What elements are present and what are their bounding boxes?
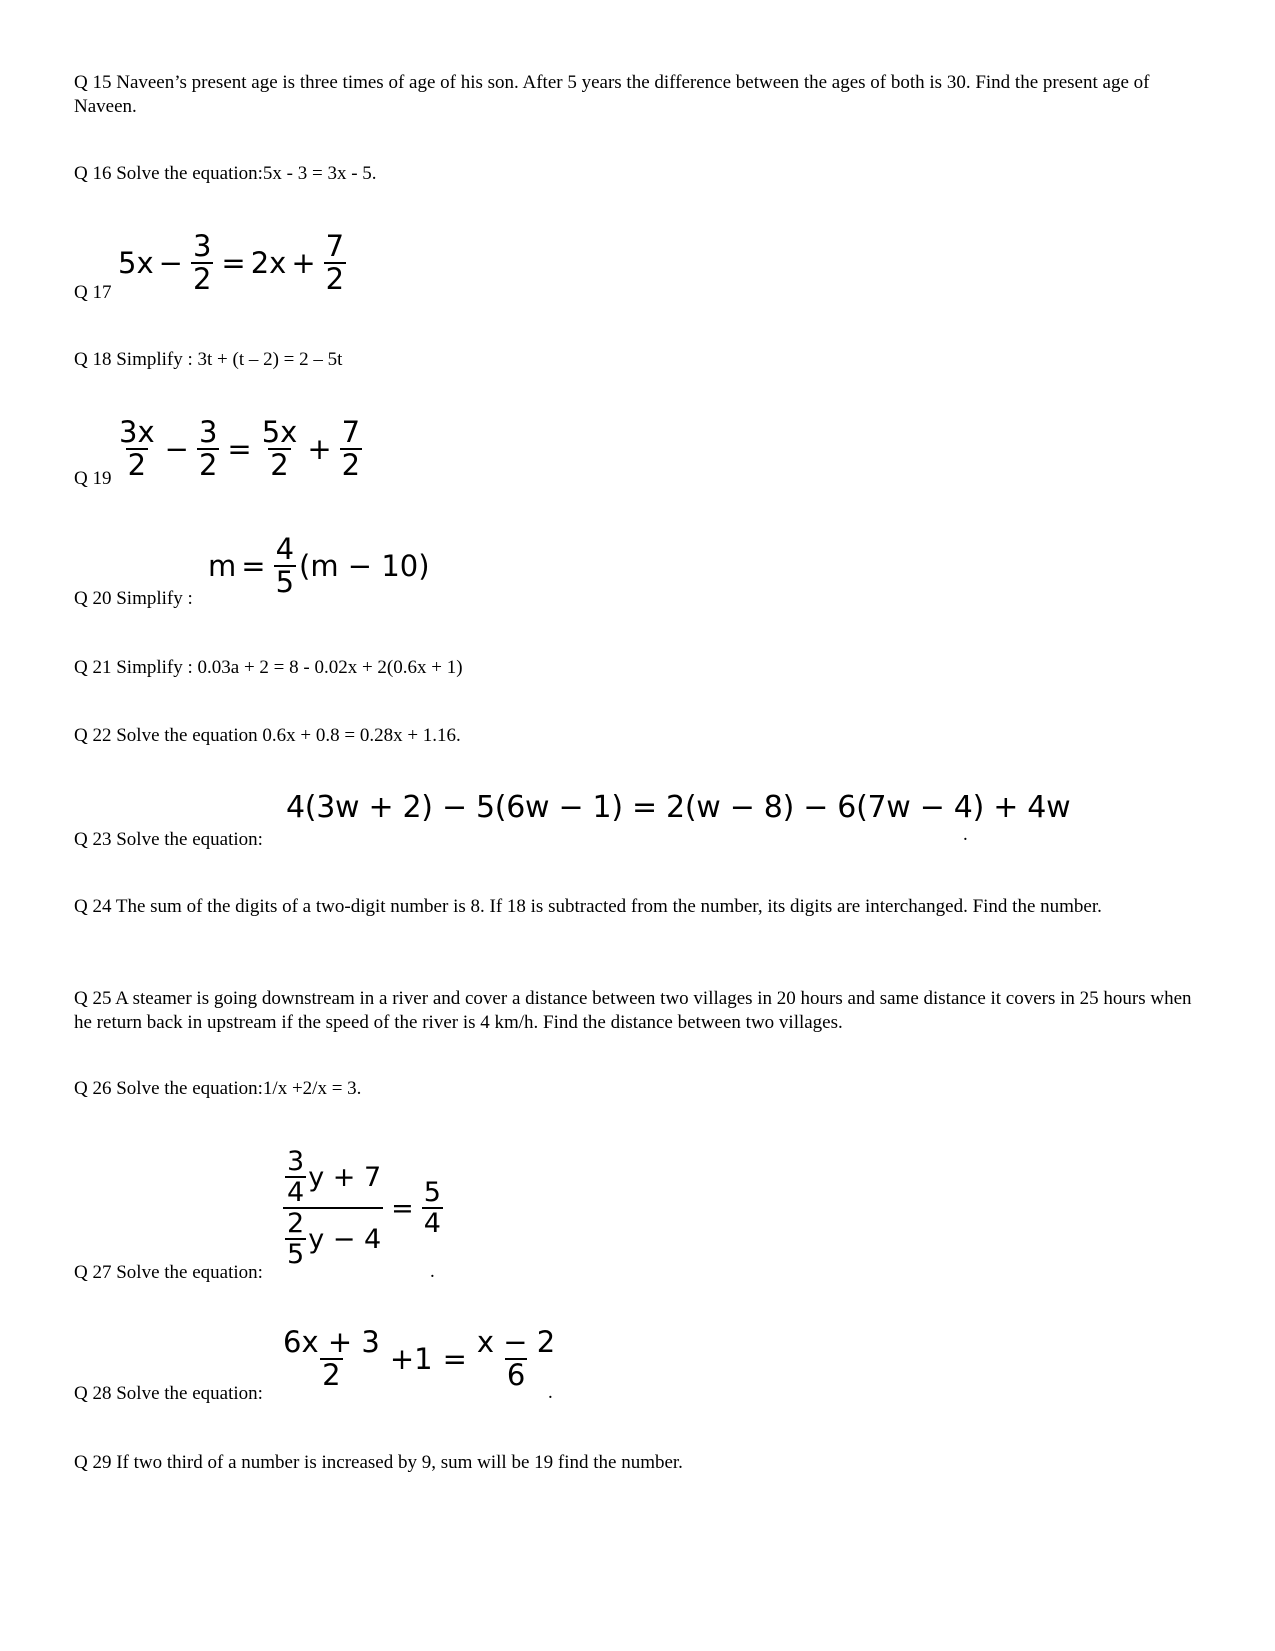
- q28-fraction-1: [281, 1325, 382, 1392]
- q28-plus-one: +1: [389, 1341, 433, 1376]
- equation-q19: [114, 415, 365, 482]
- equation-q20: [208, 532, 430, 599]
- q17-frac1-denominator: 2: [192, 262, 212, 296]
- question-17-label: Q 17: [74, 282, 112, 303]
- q27-top-inner-denominator: 4: [287, 1177, 305, 1208]
- q19-equals: =: [227, 431, 252, 466]
- q27-equals: =: [391, 1192, 414, 1224]
- q28-trailing-dot: .: [548, 1382, 553, 1403]
- q27-bottom-inner-numerator: 2: [287, 1208, 305, 1239]
- q20-lhs: m: [208, 548, 237, 583]
- q27-main-fraction: [283, 1148, 383, 1268]
- question-15: Q 15 Naveen’s present age is three times of age of his son. After 5 years the difference between the ages of both is 30. Find the present age of Naveen.: [74, 72, 1150, 117]
- q28-f1-denominator: 2: [322, 1358, 341, 1392]
- q20-equals: =: [241, 548, 266, 583]
- q17-right-term: 2x: [250, 245, 287, 280]
- equation-q17: [118, 229, 349, 296]
- q17-plus: +: [291, 245, 316, 280]
- q28-f1-numerator: 6x + 3: [283, 1325, 380, 1359]
- equation-q28: [278, 1325, 560, 1392]
- q19-fraction-4: [340, 415, 362, 482]
- q27-rhs-fraction: [422, 1179, 443, 1237]
- q17-frac1-numerator: 3: [192, 229, 212, 263]
- question-29: Q 29 If two third of a number is increased by 9, sum will be 19 find the number.: [74, 1452, 683, 1473]
- question-23-label: Q 23 Solve the equation:: [74, 829, 263, 850]
- question-26: Q 26 Solve the equation:1/x +2/x = 3.: [74, 1078, 362, 1099]
- q19-f4-denominator: 2: [341, 448, 361, 482]
- question-28-label: Q 28 Solve the equation:: [74, 1383, 263, 1404]
- q28-equals: =: [442, 1341, 467, 1376]
- q19-f3-numerator: 5x: [261, 415, 298, 449]
- q19-minus: −: [164, 431, 189, 466]
- q17-fraction-1: [191, 229, 213, 296]
- q20-fraction: [274, 532, 296, 599]
- q27-top-rest: y + 7: [308, 1161, 382, 1193]
- q27-trailing-dot: .: [430, 1261, 435, 1282]
- question-21: Q 21 Simplify : 0.03a + 2 = 8 - 0.02x + 2(0.6x + 1): [74, 657, 463, 678]
- q27-top-inner-fraction: [285, 1148, 306, 1206]
- q17-minus: −: [158, 245, 183, 280]
- q17-frac2-denominator: 2: [325, 262, 345, 296]
- q28-f2-denominator: 6: [506, 1358, 526, 1392]
- question-27-label: Q 27 Solve the equation:: [74, 1262, 263, 1283]
- q27-rhs-numerator: 5: [423, 1177, 441, 1208]
- q27-bottom-inner-fraction: [285, 1210, 306, 1268]
- equation-q23: 4(3w + 2) − 5(6w − 1) = 2(w − 8) − 6(7w − 4) + 4w: [286, 790, 1071, 825]
- q27-main-numerator: [283, 1148, 383, 1207]
- q27-bottom-rest: y − 4: [308, 1223, 382, 1255]
- equation-q27: [280, 1148, 446, 1268]
- q19-f4-numerator: 7: [341, 415, 361, 449]
- question-19-label: Q 19: [74, 468, 112, 489]
- question-24: Q 24 The sum of the digits of a two-digit number is 8. If 18 is subtracted from the number, its digits are interchanged. Find the number.: [74, 896, 1102, 917]
- q19-f1-denominator: 2: [127, 448, 147, 482]
- q28-fraction-2: [475, 1325, 557, 1392]
- q27-top-inner-numerator: 3: [287, 1146, 305, 1177]
- q27-main-denominator: [283, 1207, 383, 1268]
- q19-f2-numerator: 3: [198, 415, 218, 449]
- q19-fraction-3: [260, 415, 300, 482]
- q19-f2-denominator: 2: [198, 448, 218, 482]
- question-18: Q 18 Simplify : 3t + (t – 2) = 2 – 5t: [74, 349, 343, 370]
- q23-trailing-dot: .: [963, 824, 968, 845]
- q19-plus: +: [307, 431, 332, 466]
- q20-frac-denominator: 5: [275, 565, 295, 599]
- question-16: Q 16 Solve the equation:5x - 3 = 3x - 5.: [74, 163, 377, 184]
- q17-left-term: 5x: [118, 245, 154, 280]
- q20-rhs: (m − 10): [299, 548, 430, 583]
- q19-f3-denominator: 2: [270, 448, 289, 482]
- q17-frac2-numerator: 7: [325, 229, 345, 263]
- q19-fraction-1: [117, 415, 157, 482]
- q17-equals: =: [221, 245, 246, 280]
- q19-f1-numerator: 3x: [119, 415, 155, 449]
- q27-bottom-inner-denominator: 5: [287, 1239, 305, 1270]
- question-22: Q 22 Solve the equation 0.6x + 0.8 = 0.28x + 1.16.: [74, 725, 461, 746]
- q20-frac-numerator: 4: [275, 532, 295, 566]
- question-25: Q 25 A steamer is going downstream in a river and cover a distance between two villages in 20 hours and same distance it covers in 25 hours when he return back in upstream if the speed of the river is 4 km/h. Find the distance between two villages.: [74, 988, 1192, 1033]
- q19-fraction-2: [197, 415, 219, 482]
- q28-f2-numerator: x − 2: [476, 1325, 556, 1359]
- q17-fraction-2: [324, 229, 346, 296]
- question-20-label: Q 20 Simplify :: [74, 588, 193, 609]
- q27-rhs-denominator: 4: [423, 1208, 441, 1239]
